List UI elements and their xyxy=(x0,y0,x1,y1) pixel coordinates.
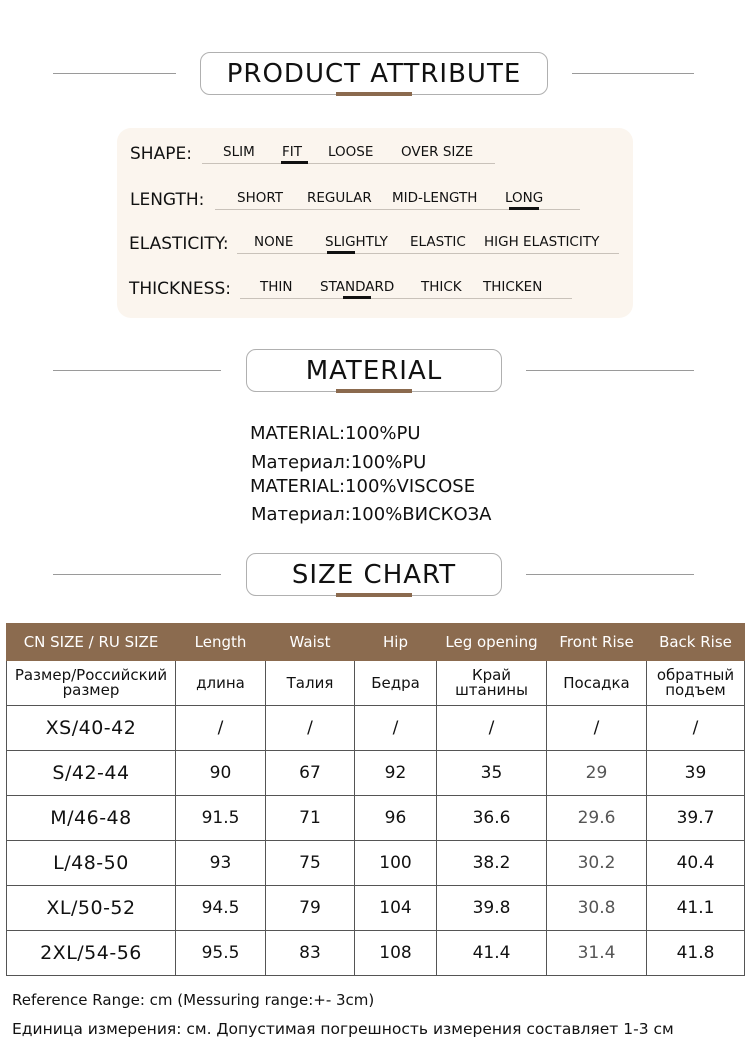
col-header-front-rise: Front Rise xyxy=(547,624,647,661)
value-cell: 41.4 xyxy=(437,931,547,976)
size-chart-title: SIZE CHART xyxy=(291,559,457,590)
heading-accent xyxy=(336,92,412,96)
value-cell: 41.1 xyxy=(647,886,745,931)
value-cell: 79 xyxy=(266,886,355,931)
material-value: 100%VISCOSE xyxy=(345,476,476,497)
attr-selected-marker xyxy=(509,207,539,210)
material-line xyxy=(251,504,492,525)
table-ru-header-row xyxy=(7,661,745,706)
table-header-row xyxy=(7,624,745,661)
material-value: 100%ВИСКОЗА xyxy=(350,504,492,525)
product-attribute-heading xyxy=(200,52,548,95)
product-attribute-title: PRODUCT ATTRIBUTE xyxy=(226,58,522,89)
ru-header-waist: Талия xyxy=(266,661,355,706)
value-cell: 31.4 xyxy=(547,931,647,976)
table-row xyxy=(7,841,745,886)
value-cell: 94.5 xyxy=(176,886,266,931)
value-cell: 38.2 xyxy=(437,841,547,886)
material-value: 100%PU xyxy=(345,423,421,444)
attr-selected-marker xyxy=(281,161,308,164)
value-cell: 92 xyxy=(355,751,437,796)
attr-option: OVER SIZE xyxy=(401,144,474,160)
value-cell: 41.8 xyxy=(647,931,745,976)
attr-option: THICKEN xyxy=(483,279,543,295)
attr-option: ELASTIC xyxy=(410,234,466,250)
value-cell: 96 xyxy=(355,796,437,841)
col-header-length: Length xyxy=(176,624,266,661)
value-cell: 29.6 xyxy=(547,796,647,841)
value-cell: 90 xyxy=(176,751,266,796)
value-cell: 104 xyxy=(355,886,437,931)
divider-right xyxy=(526,574,694,575)
table-row xyxy=(7,886,745,931)
material-label: Материал: xyxy=(251,452,351,473)
attr-option: HIGH ELASTICITY xyxy=(484,234,600,250)
reference-range-ru: Единица измерения: см. Допустимая погрешность измерения составляет 1-3 см xyxy=(12,1020,674,1038)
col-header-waist: Waist xyxy=(266,624,355,661)
attr-option: THICK xyxy=(421,279,462,295)
attr-option: LOOSE xyxy=(328,144,374,160)
attr-label-length: LENGTH: xyxy=(130,190,205,210)
value-cell: 67 xyxy=(266,751,355,796)
value-cell: 91.5 xyxy=(176,796,266,841)
attr-option: LONG xyxy=(505,190,544,206)
material-line xyxy=(250,476,475,497)
attr-option: MID-LENGTH xyxy=(392,190,478,206)
attr-option: SLIGHTLY xyxy=(325,234,388,250)
material-line xyxy=(251,452,426,473)
value-cell: / xyxy=(647,706,745,751)
table-row xyxy=(7,706,745,751)
value-cell: 40.4 xyxy=(647,841,745,886)
attr-underline xyxy=(202,163,495,164)
attr-label-thickness: THICKNESS: xyxy=(129,279,231,299)
value-cell: 39 xyxy=(647,751,745,796)
size-chart-heading xyxy=(246,553,502,596)
size-cell: L/48-50 xyxy=(7,841,176,886)
attr-option: REGULAR xyxy=(307,190,372,206)
divider-right xyxy=(572,73,694,74)
value-cell: 71 xyxy=(266,796,355,841)
attr-option: THIN xyxy=(260,279,293,295)
attr-label-elasticity: ELASTICITY: xyxy=(129,234,229,254)
value-cell: 100 xyxy=(355,841,437,886)
attr-selected-marker xyxy=(327,251,355,254)
ru-header-size: Размер/Российский размер xyxy=(7,661,176,706)
value-cell: 95.5 xyxy=(176,931,266,976)
material-line xyxy=(250,423,421,444)
attr-option: SHORT xyxy=(237,190,283,206)
attr-option: SLIM xyxy=(223,144,255,160)
value-cell: 36.6 xyxy=(437,796,547,841)
material-value: 100%PU xyxy=(350,452,427,473)
col-header-size: CN SIZE / RU SIZE xyxy=(7,624,176,661)
heading-accent xyxy=(336,593,412,597)
table-row xyxy=(7,751,745,796)
attr-underline xyxy=(240,298,572,299)
value-cell: 83 xyxy=(266,931,355,976)
table-row xyxy=(7,931,745,976)
size-cell: XL/50-52 xyxy=(7,886,176,931)
size-cell: 2XL/54-56 xyxy=(7,931,176,976)
divider-left xyxy=(53,574,221,575)
size-cell: M/46-48 xyxy=(7,796,176,841)
divider-left xyxy=(53,73,176,74)
material-label: MATERIAL: xyxy=(250,423,346,444)
ru-header-front-rise: Посадка xyxy=(547,661,647,706)
value-cell: / xyxy=(547,706,647,751)
value-cell: / xyxy=(266,706,355,751)
value-cell: 30.8 xyxy=(547,886,647,931)
col-header-hip: Hip xyxy=(355,624,437,661)
size-chart-table xyxy=(6,623,745,976)
value-cell: / xyxy=(437,706,547,751)
material-title: MATERIAL xyxy=(305,355,443,386)
divider-right xyxy=(526,370,694,371)
material-label: Материал: xyxy=(251,504,351,525)
ru-header-hip: Бедра xyxy=(355,661,437,706)
value-cell: / xyxy=(355,706,437,751)
heading-accent xyxy=(336,389,412,393)
ru-header-length: длина xyxy=(176,661,266,706)
material-label: MATERIAL: xyxy=(250,476,346,497)
col-header-back-rise: Back Rise xyxy=(647,624,745,661)
ru-header-leg-opening: Край штанины xyxy=(437,661,547,706)
reference-range-en: Reference Range: cm (Messuring range:+- 3cm) xyxy=(12,991,375,1009)
value-cell: 39.8 xyxy=(437,886,547,931)
attr-option: NONE xyxy=(254,234,294,250)
size-cell: XS/40-42 xyxy=(7,706,176,751)
value-cell: 39.7 xyxy=(647,796,745,841)
value-cell: / xyxy=(176,706,266,751)
attr-underline xyxy=(237,253,619,254)
size-cell: S/42-44 xyxy=(7,751,176,796)
table-row xyxy=(7,796,745,841)
attr-option: FIT xyxy=(282,144,302,160)
attribute-card xyxy=(117,128,633,318)
ru-header-back-rise: обратный подъем xyxy=(647,661,745,706)
divider-left xyxy=(53,370,221,371)
value-cell: 108 xyxy=(355,931,437,976)
material-heading xyxy=(246,349,502,392)
value-cell: 35 xyxy=(437,751,547,796)
value-cell: 29 xyxy=(547,751,647,796)
value-cell: 75 xyxy=(266,841,355,886)
value-cell: 30.2 xyxy=(547,841,647,886)
attr-selected-marker xyxy=(343,296,371,299)
col-header-leg-opening: Leg opening xyxy=(437,624,547,661)
attr-option: STANDARD xyxy=(320,279,395,295)
value-cell: 93 xyxy=(176,841,266,886)
attr-label-shape: SHAPE: xyxy=(130,144,192,164)
